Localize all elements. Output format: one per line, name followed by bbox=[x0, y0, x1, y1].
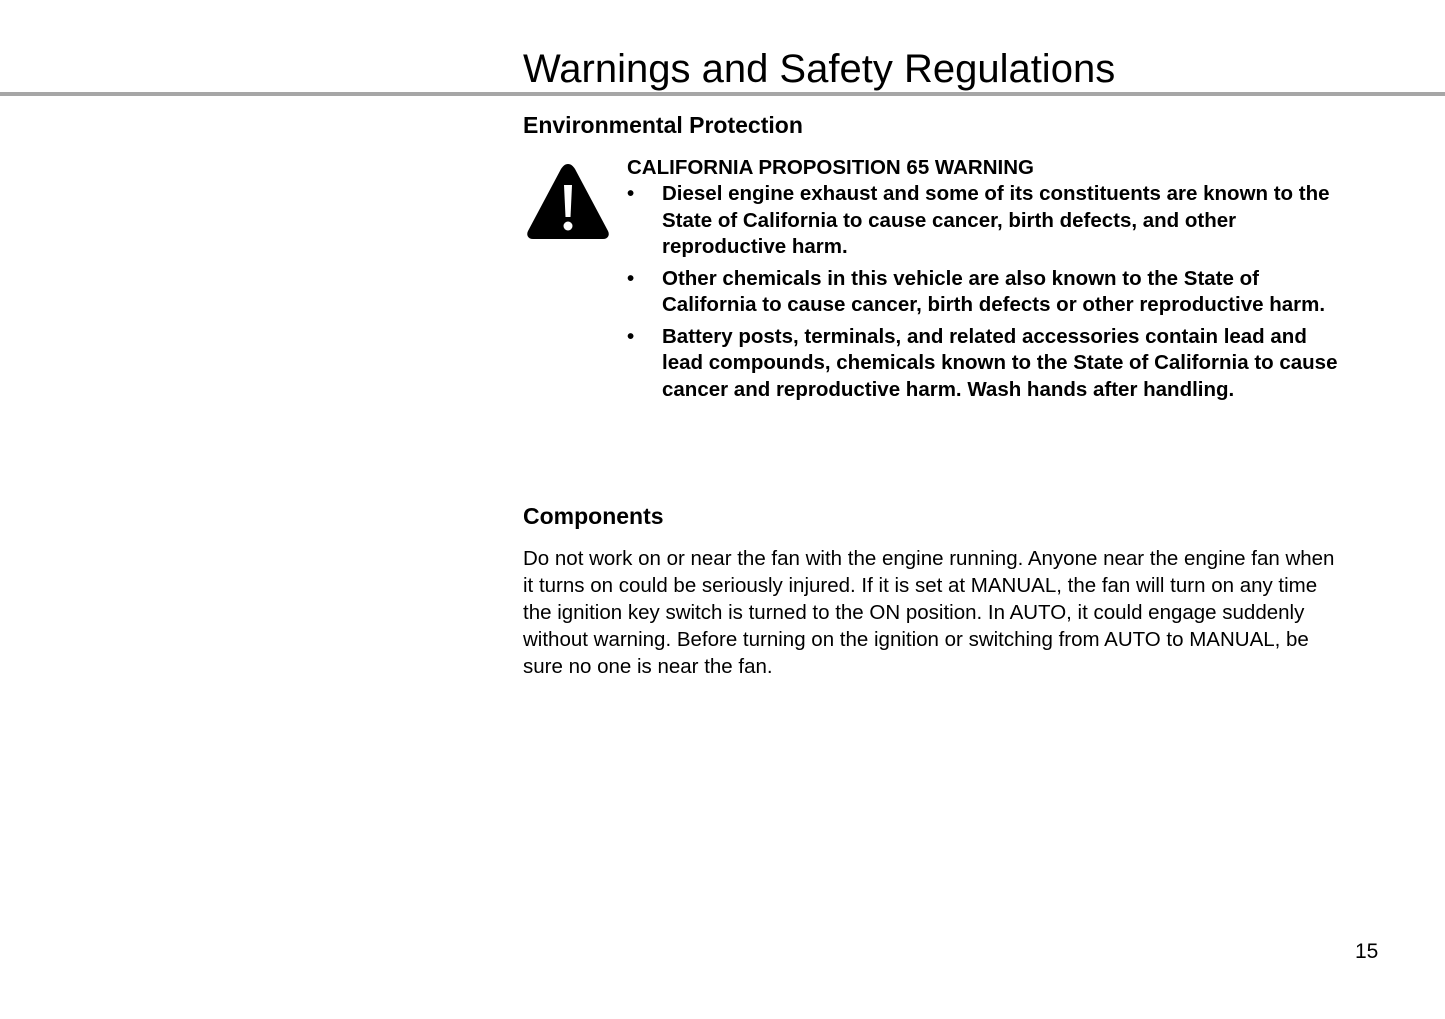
list-item bbox=[627, 181, 1347, 261]
list-item bbox=[627, 324, 1347, 404]
components-heading: Components bbox=[523, 503, 664, 529]
list-item-text: Other chemicals in this vehicle are also known to the State of California to cause cancer, birth defects or other reproductive harm. bbox=[662, 266, 1326, 316]
components-body-text: Do not work on or near the fan with the engine running. Anyone near the engine fan when it turns on could be seriously injured. If it is set at MANUAL, the fan will turn on any time the ignition key switch is turned to the ON position. In AUTO, it could engage suddenly without warning. Before turning on the ignition or switching from AUTO to MANUAL, be sure no one is near the fan. bbox=[523, 547, 1335, 678]
warning-triangle-icon bbox=[525, 161, 611, 241]
bullet: • bbox=[627, 182, 635, 205]
page-number: 15 bbox=[1355, 940, 1379, 963]
environmental-protection-heading: Environmental Protection bbox=[523, 112, 803, 138]
prop65-warning-block bbox=[627, 154, 1347, 408]
warning-title: CALIFORNIA PROPOSITION 65 WARNING bbox=[627, 156, 1034, 179]
list-item-text: Diesel engine exhaust and some of its constituents are known to the State of California to cause cancer, birth defects, and other reproductive harm. bbox=[662, 182, 1330, 258]
list-item-text: Battery posts, terminals, and related accessories contain lead and lead compounds, chemicals known to the State of California to cause cancer and reproductive harm. Wash hands after handling. bbox=[662, 324, 1338, 401]
page-title: Warnings and Safety Regulations bbox=[523, 47, 1116, 91]
bullet: • bbox=[627, 324, 635, 348]
warning-list bbox=[627, 181, 1347, 403]
list-item bbox=[627, 266, 1347, 319]
title-divider bbox=[0, 92, 1445, 96]
bullet: • bbox=[627, 266, 635, 290]
